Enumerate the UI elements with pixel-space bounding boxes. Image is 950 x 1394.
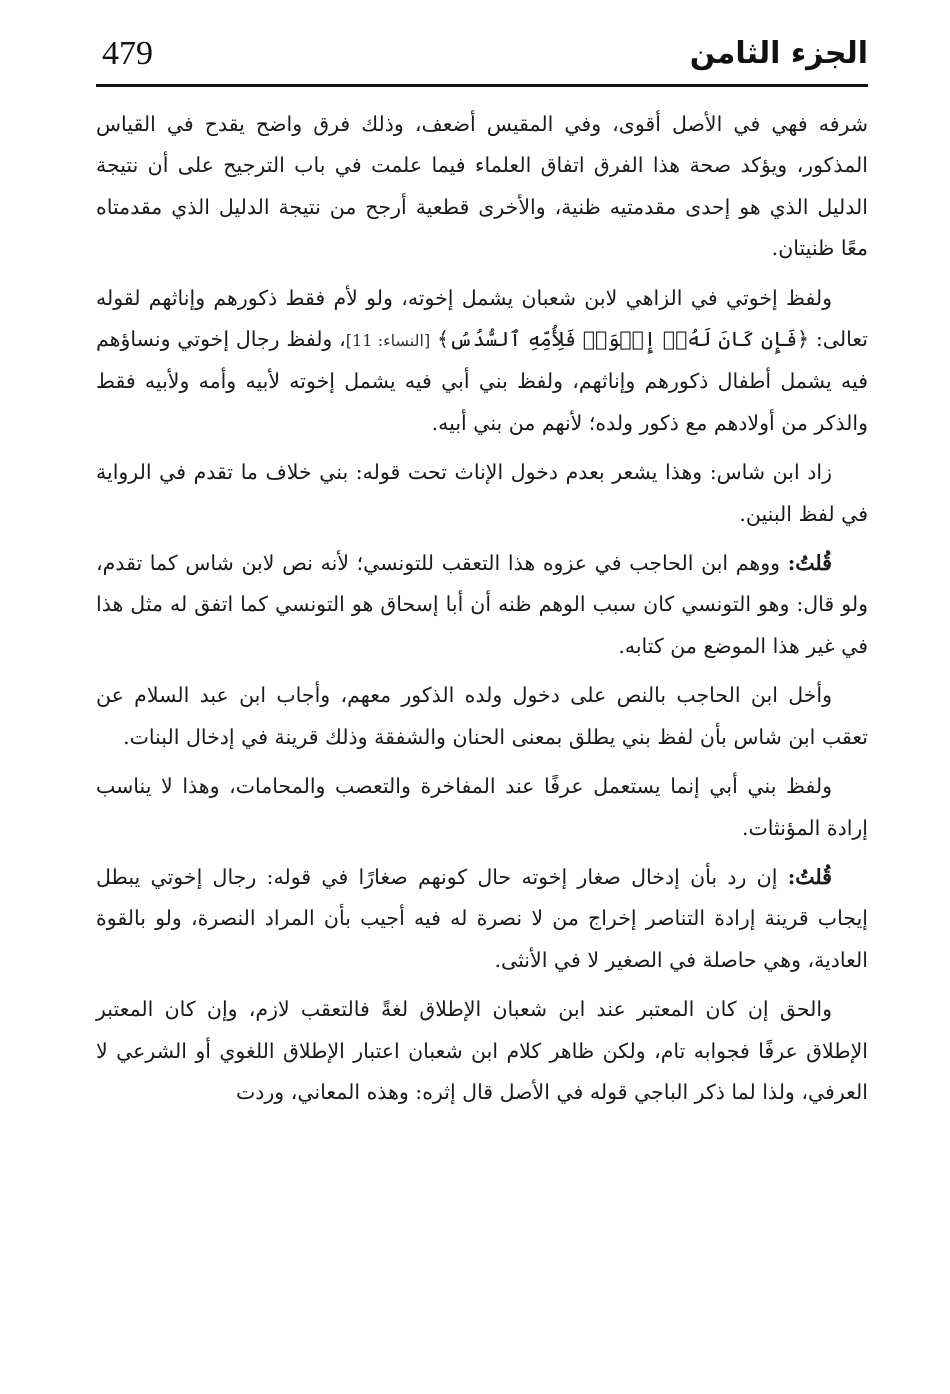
part-title: الجزء الثامن (689, 36, 868, 71)
verse-reference: [النساء: 11] (345, 331, 431, 351)
paragraph-2-before: ولفظ إخوتي في الزاهي لابن شعبان يشمل إخوته، ولو لأم فقط ذكورهم وإناثهم لقوله تعالى: (96, 285, 868, 352)
header-rule (96, 84, 868, 87)
paragraph-5 (96, 675, 868, 758)
paragraph-6-text: ولفظ بني أبي إنما يستعمل عرفًا عند المفاخرة والتعصب والمحامات، وهذا لا يناسب إرادة المؤنثات. (96, 774, 868, 840)
paragraph-6 (96, 766, 868, 849)
paragraph-8-text: والحق إن كان المعتبر عند ابن شعبان الإطلاق لغةً فالتعقب لازم، وإن كان المعتبر الإطلاق عرفًا فجوابه تام، ولكن ظاهر كلام ابن شعبان اعتبار الإطلاق اللغوي أو الشرعي لا العرفي، ولذا لما ذكر الباجي قوله في الأصل قال إثره: وهذه المعاني، وردت (96, 997, 868, 1104)
quran-verse: ﴿فَإِن كَانَ لَهُۥٓ إِخۡوَةٞ فَلِأُمِّهِ ٱلسُّدُسُ﴾ (437, 327, 810, 352)
paragraph-1 (96, 104, 868, 270)
paragraph-5-text: وأخل ابن الحاجب بالنص على دخول ولده الذكور معهم، وأجاب ابن عبد السلام عن تعقب ابن شاس بأن لفظ بني يطلق بمعنى الحنان والشفقة وذلك قرينة في إدخال البنات. (96, 683, 868, 749)
paragraph-8 (96, 989, 868, 1113)
qultu-lead: قُلتُ: (787, 864, 832, 889)
paragraph-3-text: زاد ابن شاس: وهذا يشعر بعدم دخول الإناث تحت قوله: بني خلاف ما تقدم في الرواية في لفظ البنين. (96, 460, 868, 526)
body-text (96, 104, 868, 1121)
paragraph-4-text: ووهم ابن الحاجب في عزوه هذا التعقب للتونسي؛ لأنه نص لابن شاس كما تقدم، ولو قال: وهو التونسي كان سبب الوهم ظنه أن أبا إسحاق هو التونسي كما اتفق له مثل هذا في غير هذا الموضع من كتابه. (96, 551, 868, 658)
paragraph-1-text: شرفه فهي في الأصل أقوى، وفي المقيس أضعف، وذلك فرق واضح يقدح في القياس المذكور، ويؤكد صحة هذا الفرق اتفاق العلماء فيما علمت في باب الترجيح على أن نتيجة الدليل الذي هو إحدى مقدمتيه ظنية، والأخرى قطعية أرجح من نتيجة الدليل الذي مقدمتاه معًا ظنيتان. (96, 112, 868, 261)
paragraph-7 (96, 857, 868, 981)
qultu-lead: قُلتُ: (787, 551, 832, 576)
paragraph-2 (96, 278, 868, 445)
paragraph-2-after: ، ولفظ رجال إخوتي ونساؤهم فيه يشمل أطفال ذكورهم وإناثهم، ولفظ بني أبي فيه يشمل إخوته لأبيه وأمه ولأبيه فقط والذكر من أولادهم مع ذكور ولده؛ لأنهم من بني أبيه. (96, 327, 868, 435)
page-number: 479 (102, 35, 153, 72)
paragraph-3 (96, 452, 868, 535)
paragraph-4 (96, 543, 868, 667)
paragraph-7-text: إن رد بأن إدخال صغار إخوته حال كونهم صغارًا في قوله: رجال إخوتي يبطل إيجاب قرينة إرادة التناصر إخراج من لا نصرة له فيه أجيب بأن المراد النصرة، ولو بالقوة العادية، وهي حاصلة في الصغير لا في الأنثى. (96, 864, 868, 972)
running-header (96, 30, 868, 88)
